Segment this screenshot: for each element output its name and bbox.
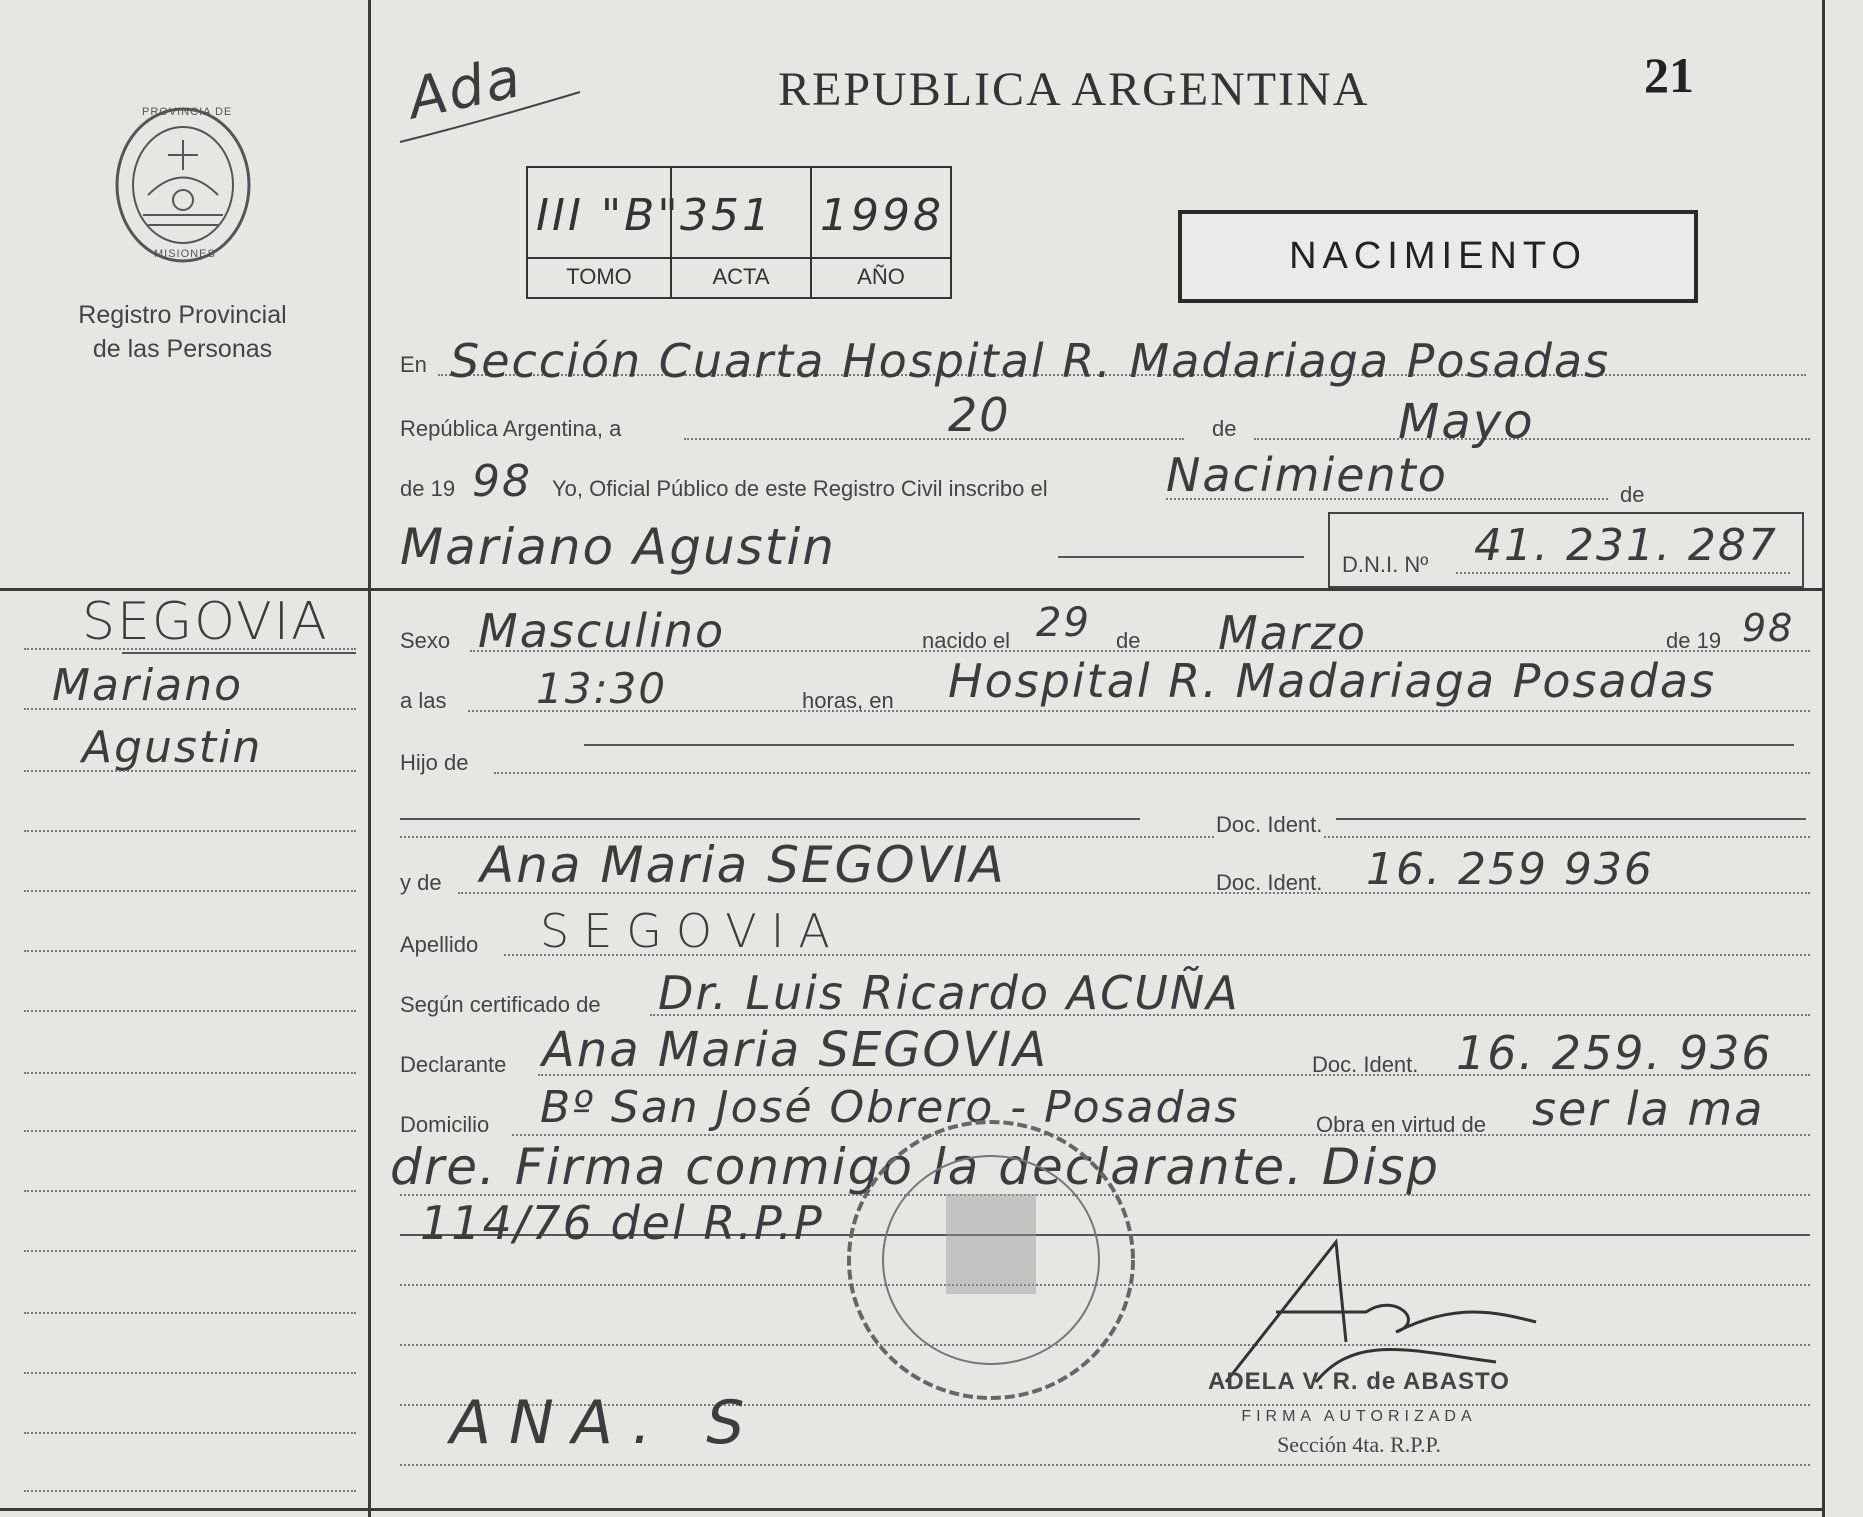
official-role: FIRMA AUTORIZADA	[1241, 1408, 1477, 1425]
margin-surname-underline	[122, 652, 356, 654]
anio-cell	[812, 168, 950, 297]
anio-value: 1998	[820, 190, 944, 241]
margin-line	[24, 770, 356, 772]
oficial-label: Yo, Oficial Público de este Registro Civil inscribo el	[552, 476, 1048, 501]
sexo-label: Sexo	[400, 628, 451, 653]
birth-place-value: Hospital R. Madariaga Posadas	[948, 654, 1717, 708]
segun-label: Según certificado de	[400, 992, 601, 1017]
father-strike-line-2	[400, 818, 1140, 820]
obra-value: ser la ma	[1532, 1082, 1765, 1136]
margin-line	[24, 950, 356, 952]
father-doc-strike	[1336, 818, 1806, 820]
dni-line	[1456, 572, 1790, 574]
dni-box	[1328, 512, 1804, 588]
obra-label: Obra en virtud de	[1316, 1112, 1486, 1137]
margin-line	[24, 1190, 356, 1192]
mother-value: Ana Maria SEGOVIA	[480, 836, 1006, 894]
margin-line	[24, 890, 356, 892]
day-value: 20	[948, 388, 1011, 442]
dni-label: D.N.I. Nº	[1342, 552, 1429, 577]
acta-value: 351	[680, 190, 773, 241]
margin-line	[24, 1432, 356, 1434]
segun-value: Dr. Luis Ricardo ACUÑA	[658, 966, 1240, 1020]
de-label-2: de	[1620, 482, 1645, 507]
acta-cell	[672, 168, 812, 297]
tomo-value: III "B"	[536, 190, 681, 241]
declarante-doc-value: 16. 259. 936	[1456, 1026, 1773, 1080]
seal-text-top: PROVINCIA DE	[142, 106, 233, 118]
doc-ident-label-2: Doc. Ident.	[1216, 870, 1323, 895]
en-label: En	[400, 352, 427, 377]
page-number: 21	[1644, 47, 1694, 103]
margin-first-name: Mariano	[52, 660, 244, 711]
birth-month-value: Marzo	[1218, 606, 1368, 660]
declarante-value: Ana Maria SEGOVIA	[542, 1022, 1049, 1078]
child-name-line	[1058, 556, 1304, 558]
declarant-signature: ANA. S	[450, 1388, 763, 1458]
father-line	[494, 772, 1810, 774]
margin-second-name: Agustin	[82, 722, 263, 773]
corner-annotation-underline	[390, 82, 590, 152]
birth-year-prefix-label: de 19	[1666, 628, 1722, 653]
margin-line	[24, 1250, 356, 1252]
record-reference-box	[526, 166, 952, 299]
margin-line	[24, 648, 356, 650]
father-strike-line	[584, 744, 1794, 746]
republica-label: República Argentina, a	[400, 416, 622, 441]
left-column-divider	[368, 0, 371, 1517]
official-signature-block	[1208, 1368, 1510, 1458]
seal-icon	[108, 100, 258, 270]
apellido-value: SEGOVIA	[540, 904, 844, 958]
hour-value: 13:30	[536, 664, 668, 713]
obs-line-2-value: 114/76 del R.P.P	[420, 1196, 824, 1250]
doc-ident-label: Doc. Ident.	[1216, 812, 1323, 837]
provincial-seal	[108, 100, 258, 270]
inscribo-line	[1166, 498, 1608, 500]
ydе-label: y de	[400, 870, 442, 895]
day-line	[684, 438, 1184, 440]
hijo-label: Hijo de	[400, 750, 469, 775]
month-value: Mayo	[1398, 394, 1535, 450]
right-border	[1822, 0, 1825, 1517]
section-divider	[0, 588, 1825, 591]
seal-text-bottom: MISIONES	[154, 248, 216, 260]
domicilio-value: Bº San José Obrero - Posadas	[540, 1082, 1240, 1133]
dni-value: 41. 231. 287	[1474, 520, 1778, 571]
obs-line-6	[400, 1464, 1810, 1466]
apellido-label: Apellido	[400, 932, 479, 957]
official-name: ADELA V. R. de ABASTO	[1208, 1368, 1510, 1395]
birth-day-value: 29	[1036, 600, 1091, 646]
page-title: REPUBLICA ARGENTINA	[778, 63, 1370, 116]
tomo-cell	[528, 168, 681, 297]
nacido-label: nacido el	[922, 628, 1011, 653]
year-value: 98	[472, 456, 532, 507]
document-type-box: NACIMIENTO	[1178, 210, 1698, 303]
birth-year-value: 98	[1742, 606, 1795, 650]
margin-surname: SEGOVIA	[82, 592, 329, 652]
margin-line	[24, 1130, 356, 1132]
de-label: de	[1212, 416, 1237, 441]
margin-line	[24, 830, 356, 832]
margin-line	[24, 1490, 356, 1492]
alas-label: a las	[400, 688, 447, 713]
child-name-value: Mariano Agustin	[400, 518, 836, 576]
doc-ident-label-3: Doc. Ident.	[1312, 1052, 1419, 1077]
declarante-label: Declarante	[400, 1052, 507, 1077]
year-prefix-label: de 19	[400, 476, 456, 501]
agency-line-1: Registro Provincial	[78, 301, 287, 329]
obs-line-1-value: dre. Firma conmigo la declarante. Disp	[390, 1138, 1441, 1196]
horas-label: horas, en	[802, 688, 894, 713]
sexo-value: Masculino	[478, 604, 726, 658]
agency-line-2: de las Personas	[92, 335, 273, 363]
inscribo-value: Nacimiento	[1166, 448, 1448, 502]
corner-annotation: Ada	[402, 44, 528, 133]
mother-doc-value: 16. 259 936	[1366, 844, 1654, 895]
domicilio-label: Domicilio	[400, 1112, 490, 1137]
acta-label: ACTA	[672, 257, 810, 297]
official-section: Sección 4ta. R.P.P.	[1277, 1432, 1441, 1457]
margin-line	[24, 1010, 356, 1012]
margin-line	[24, 1072, 356, 1074]
margin-line	[24, 1312, 356, 1314]
anio-label: AÑO	[812, 257, 950, 297]
official-stamp-icon	[836, 1110, 1146, 1410]
tomo-label: TOMO	[528, 257, 670, 297]
de-label-3: de	[1116, 628, 1141, 653]
agency-name	[30, 298, 335, 366]
margin-line	[24, 1372, 356, 1374]
alas-line	[468, 710, 1810, 712]
en-value: Sección Cuarta Hospital R. Madariaga Posadas	[450, 334, 1611, 388]
bottom-border	[0, 1508, 1825, 1511]
margin-line	[24, 708, 356, 710]
